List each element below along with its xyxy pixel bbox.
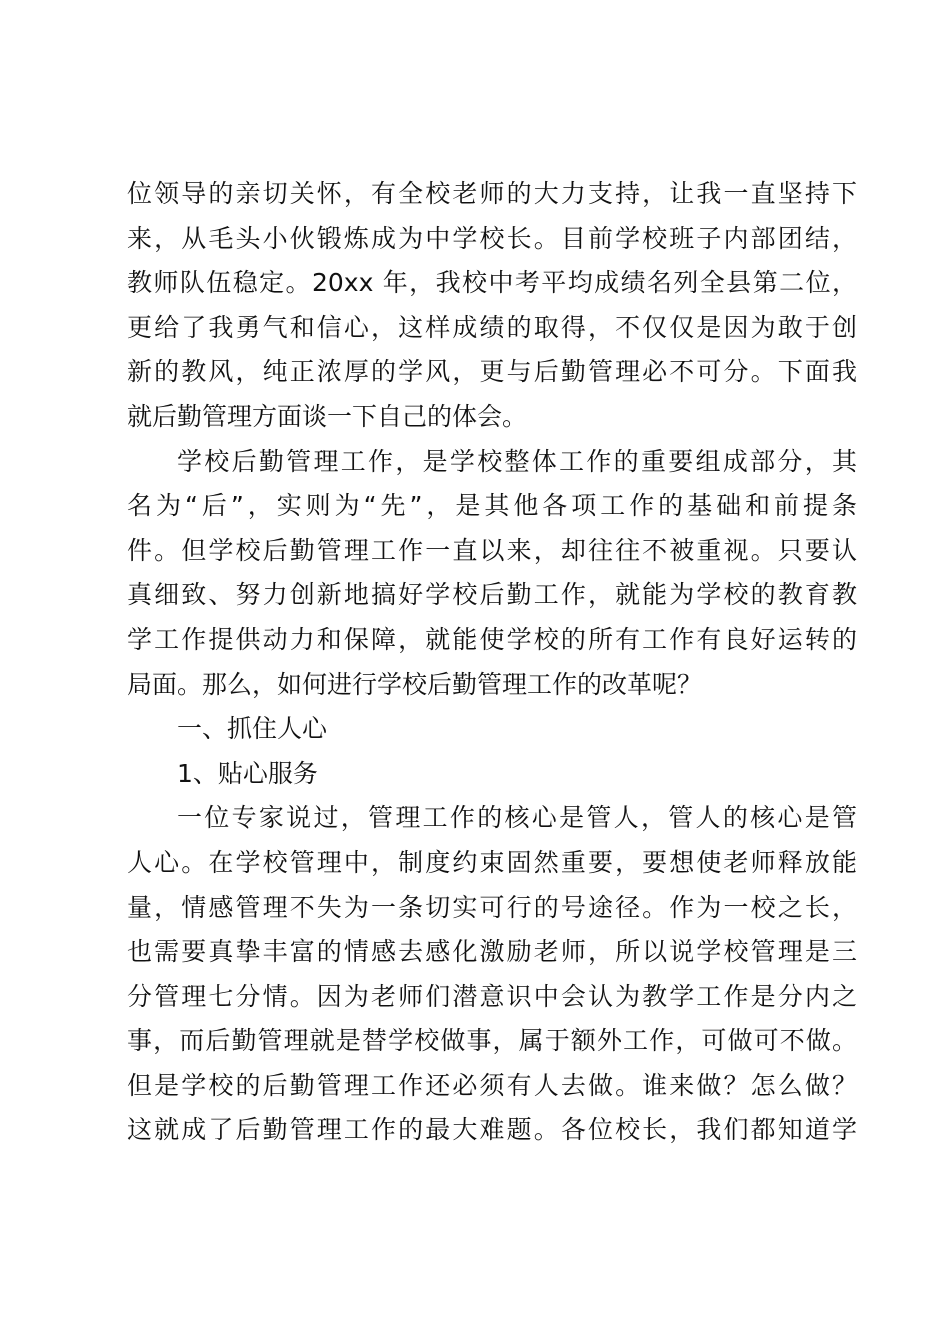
text-line: 名为“后”，实则为“先”，是其他各项工作的基础和前提条 bbox=[127, 491, 857, 521]
text-line: 但是学校的后勤管理工作还必须有人去做。谁来做？怎么做？ bbox=[127, 1070, 857, 1100]
text-line: 学工作提供动力和保障，就能使学校的所有工作有良好运转的 bbox=[127, 624, 857, 654]
subsection-heading: 1、贴心服务 bbox=[177, 758, 318, 788]
text-line: 分管理七分情。因为老师们潜意识中会认为教学工作是分内之 bbox=[127, 981, 857, 1011]
text-line: 来，从毛头小伙锻炼成为中学校长。目前学校班子内部团结， bbox=[127, 223, 857, 253]
text-line: 新的教风，纯正浓厚的学风，更与后勤管理必不可分。下面我 bbox=[127, 357, 857, 387]
text-line: 局面。那么，如何进行学校后勤管理工作的改革呢？ bbox=[127, 669, 703, 699]
section-heading: 一、抓住人心 bbox=[177, 714, 328, 744]
paragraph-start-line: 学校后勤管理工作，是学校整体工作的重要组成部分，其 bbox=[177, 446, 857, 476]
text-line: 位领导的亲切关怀，有全校老师的大力支持，让我一直坚持下 bbox=[127, 179, 857, 208]
text-line: 这就成了后勤管理工作的最大难题。各位校长，我们都知道学 bbox=[127, 1115, 857, 1145]
text-line: 真细致、努力创新地搞好学校后勤工作，就能为学校的教育教 bbox=[127, 580, 857, 610]
text-line: 就后勤管理方面谈一下自己的体会。 bbox=[127, 401, 528, 431]
text-line: 教师队伍稳定。20xx 年，我校中考平均成绩名列全县第二位， bbox=[127, 268, 857, 298]
document-body bbox=[127, 172, 857, 1153]
paragraph-start-line: 一位专家说过，管理工作的核心是管人，管人的核心是管 bbox=[177, 803, 857, 833]
text-line: 也需要真挚丰富的情感去感化激励老师，所以说学校管理是三 bbox=[127, 937, 857, 967]
text-line: 人心。在学校管理中，制度约束固然重要，要想使老师释放能 bbox=[127, 847, 857, 877]
text-line: 事，而后勤管理就是替学校做事，属于额外工作，可做可不做。 bbox=[127, 1026, 857, 1056]
text-line: 件。但学校后勤管理工作一直以来，却往往不被重视。只要认 bbox=[127, 535, 857, 565]
text-line: 量，情感管理不失为一条切实可行的号途径。作为一校之长， bbox=[127, 892, 857, 922]
text-line: 更给了我勇气和信心，这样成绩的取得，不仅仅是因为敢于创 bbox=[127, 312, 857, 342]
